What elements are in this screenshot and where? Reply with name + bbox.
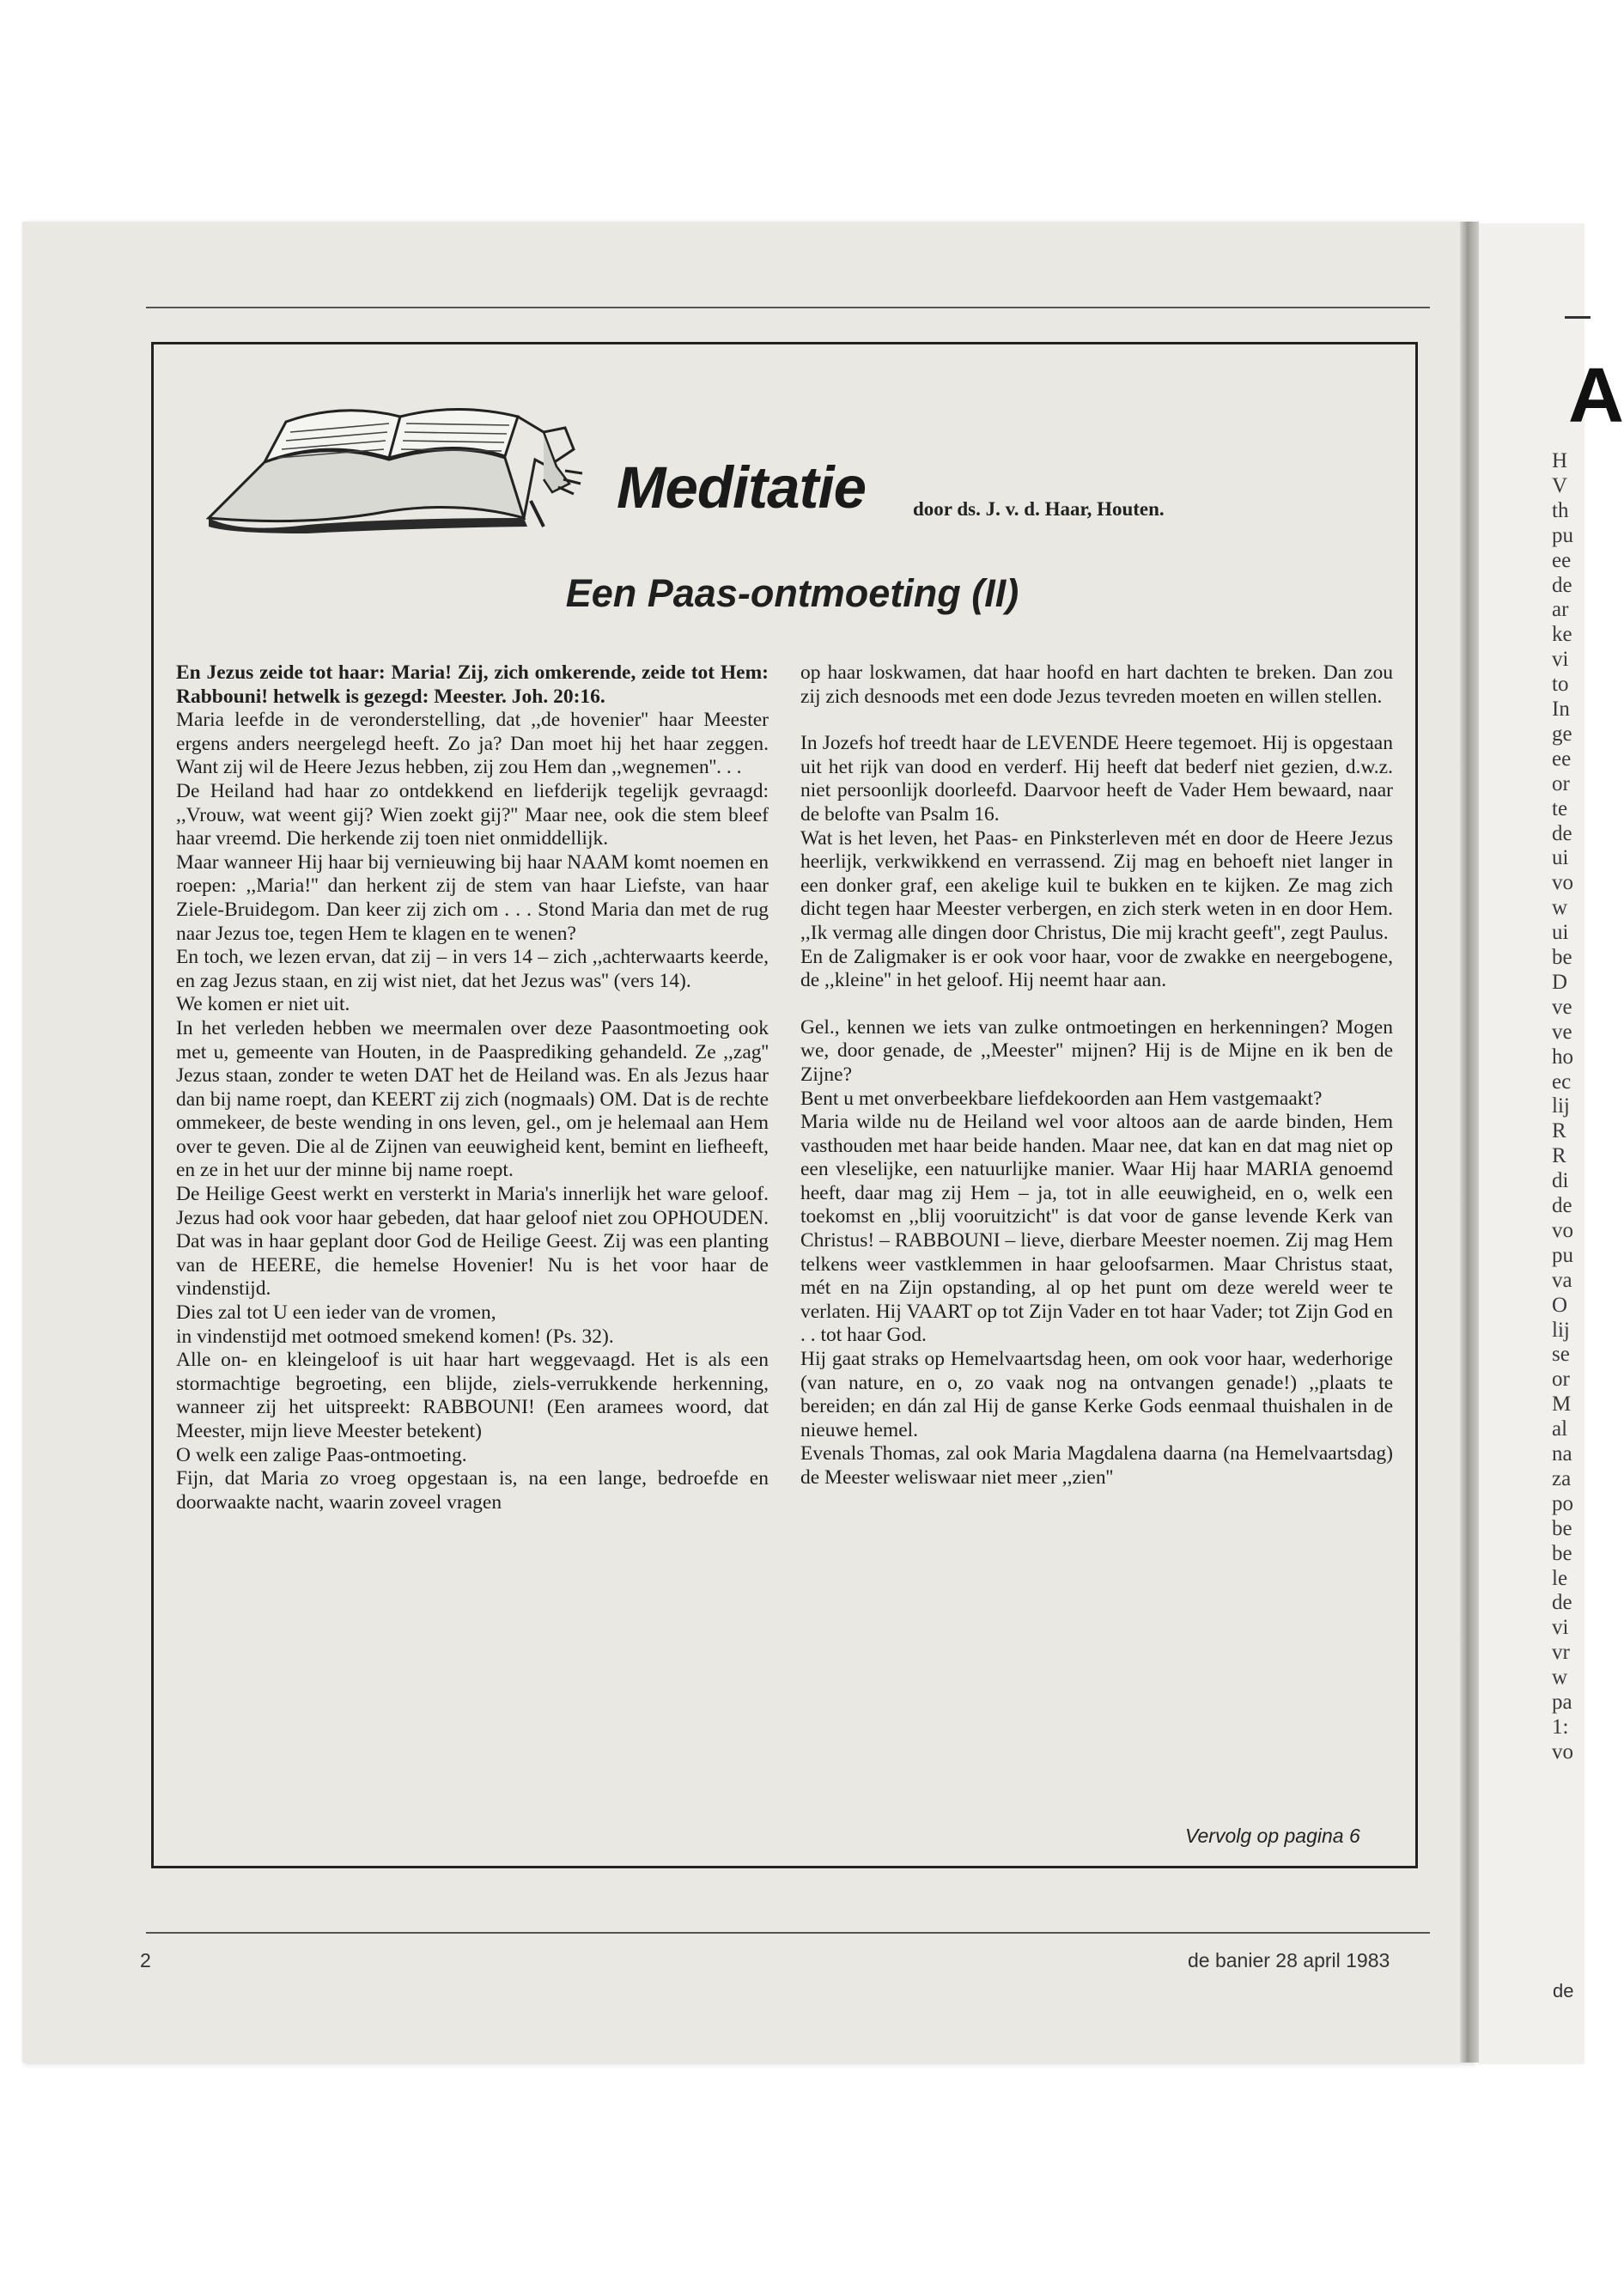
article-paragraph: En de Zaligmaker is er ook voor haar, voor de zwakke en neergebogene, de ,,kleine'' in het geloof. Hij neemt haar aan. [800,945,1393,992]
article-paragraph: In Jozefs hof treedt haar de LEVENDE Heere tegemoet. Hij is opgestaan uit het rijk van dood en verderf. Hij heeft dat bederf niet gezien, d.w.z. niet persoonlijk doorleefd. Daarvoor heeft de Vader Hem bewaard, naar de belofte van Psalm 16. [800,732,1393,826]
adjacent-page-letter: ke [1552,623,1572,647]
adjacent-page-letter: de [1552,1194,1572,1217]
publication-footer: de banier 28 april 1983 [1188,1949,1390,1971]
article-column-left [176,661,769,1514]
author-byline: door ds. J. v. d. Haar, Houten. [913,498,1165,520]
adjacent-page-letter: vi [1552,648,1569,672]
adjacent-page-letter: al [1552,1417,1568,1441]
article-paragraph: De Heiland had haar zo ontdekkend en liefderijk tegelijk gevraagd: ,,Vrouw, wat weent gij? Wien zoekt gij?'' Maar nee, ook die stem bleef haar vreemd. Die herkende zij toen niet onmiddellijk. [176,779,769,850]
article-column-right [800,661,1393,1490]
adjacent-page-letter: pu [1552,1243,1573,1267]
adjacent-page-letter: de [1552,573,1572,597]
adjacent-page-letter: or [1552,771,1570,795]
adjacent-page-letter: ui [1552,846,1569,870]
adjacent-page-letter: vo [1552,1218,1573,1242]
top-rule [146,307,1430,308]
page-title: Meditatie [617,454,867,521]
adjacent-page-letter: be [1552,1541,1572,1565]
adjacent-page-letter: di [1552,1169,1569,1193]
adjacent-page-letter: or [1552,1368,1570,1392]
article-paragraph: Fijn, dat Maria zo vroeg opgestaan is, na een lange, bedroefde en doorwaakte nacht, waarin zoveel vragen [176,1467,769,1514]
article-subtitle: Een Paas-ontmoeting (II) [565,571,1019,615]
article-paragraph: Bent u met onverbeekbare liefdekoorden aan Hem vastgemaakt? [800,1087,1323,1110]
adjacent-page-letter: va [1552,1268,1572,1292]
article-paragraph: De Heilige Geest werkt en versterkt in Maria's innerlijk het ware geloof. Jezus had ook voor haar gebeden, dat haar geloof niet zou OPHOUDEN. Dat was in haar geplant door God de Heilige Geest. Zij was een planting van de HEERE, die hemelse Hovenier! Nu is het voor haar de vindenstijd. [176,1183,769,1301]
article-paragraph: Maar wanneer Hij haar bij vernieuwing bij haar NAAM komt noemen en roepen: ,,Maria!'' dan herkent zij de stem van haar Liefste, van haar Ziele-Bruidegom. Dan keer zij zich om . . . Stond Maria dan met de rug naar Jezus toe, tegen Hem te klagen en te wenen? [176,850,769,945]
article-paragraph: Evenals Thomas, zal ook Maria Magdalena daarna (na Hemelvaartsdag) de Meester weliswaar niet meer ,,zien'' [800,1442,1393,1489]
adjacent-page-letter: R [1552,1144,1566,1168]
adjacent-page-letter: vo [1552,871,1573,895]
bottom-rule [146,1932,1430,1934]
adjacent-page-letter: ec [1552,1069,1572,1094]
adjacent-page-letter: O [1552,1293,1568,1317]
article-paragraph: En Jezus zeide tot haar: Maria! Zij, zich omkerende, zeide tot Hem: Rabbouni! hetwelk is gezegd: Meester. Joh. 20:16. [176,661,769,708]
adjacent-page-letter: w [1552,896,1568,920]
adjacent-page-letter: vo [1552,1740,1573,1764]
adjacent-page-rule [1565,316,1591,319]
article-paragraph: We komen er niet uit. [176,993,350,1016]
adjacent-page-letter: V [1552,473,1568,497]
article-paragraph: in vindenstijd met ootmoed smekend komen! (Ps. 32). [176,1325,614,1348]
adjacent-page-letter: 1: [1552,1715,1569,1739]
adjacent-page-footer-fragment: de [1553,1980,1574,2002]
adjacent-page-letter: to [1552,673,1569,697]
article-paragraph: Dies zal tot U een ieder van de vromen, [176,1301,496,1325]
article-paragraph: O welk een zalige Paas-ontmoeting. [176,1443,467,1466]
adjacent-page-letter: be [1552,1516,1572,1540]
adjacent-page-letter: ui [1552,921,1569,945]
adjacent-page-letter: na [1552,1442,1572,1465]
open-bible-illustration [204,398,587,533]
adjacent-page-letter: ee [1552,746,1572,771]
adjacent-page-letter: th [1552,498,1569,522]
adjacent-page-letter: ee [1552,548,1572,572]
page-gutter [1460,222,1479,2063]
adjacent-page-letter: ge [1552,722,1572,746]
adjacent-page-letter: ho [1552,1045,1573,1069]
paragraph-gap [800,993,1393,1016]
article-paragraph: In het verleden hebben we meermalen over deze Paasontmoeting ook met u, gemeente van Houten, in de Paasprediking gehandeld. Ze ,,zag'' Jezus staan, zonder te weten DAT het de Heiland was. En als Jezus haar dan bij name roept, dan KEERT zij zich (nogmaals) OM. Dat is de rechte ommekeer, de beste wending in ons leven, gel., om je helemaal aan Hem over te geven. Die al de Zijnen van eeuwigheid kent, bemint en liefheeft, en ze in het uur der minne bij name roept. [176,1016,769,1182]
adjacent-page-letter: le [1552,1566,1568,1590]
article-paragraph: op haar loskwamen, dat haar hoofd en hart dachten te breken. Dan zou zij zich desnoods met een dode Jezus tevreden moeten en willen stellen. [800,661,1393,708]
adjacent-page-letter: w [1552,1666,1568,1690]
article-paragraph: Gel., kennen we iets van zulke ontmoetingen en herkenningen? Mogen we, door genade, de ,,Meester'' mijnen? Hij is de Mijne en ik ben de Zijne? [800,1015,1393,1086]
continued-note: Vervolg op pagina 6 [1185,1825,1360,1847]
adjacent-page-letter: lij [1552,1094,1570,1118]
adjacent-page-letter: vi [1552,1616,1569,1640]
adjacent-page-letter: se [1552,1343,1570,1367]
adjacent-page-letter: vr [1552,1641,1570,1665]
article-paragraph: Wat is het leven, het Paas- en Pinksterleven mét en door de Heere Jezus heerlijk, verkwikkend en verrassend. Zij mag en behoeft niet langer in een donker graf, een akelige kuil te bukken en te kijken. Ze mag zich dicht tegen haar Meester verbergen, en zich sterk weten in en door Hem. ,,Ik vermag alle dingen door Christus, Die mij kracht geeft'', zegt Paulus. [800,826,1393,944]
adjacent-page-letter: ar [1552,598,1569,622]
article-paragraph: Maria leefde in de veronderstelling, dat ,,de hovenier'' haar Meester ergens anders neergelegd heeft. Zo ja? Dan moet hij het haar zeggen. Want zij wil de Heere Jezus hebben, zij zou Hem dan ,,wegnemen''. . . [176,709,769,779]
adjacent-page-letter: In [1552,698,1570,721]
adjacent-page-heading-letter: A [1568,353,1624,439]
article-paragraph: En toch, we lezen ervan, dat zij – in vers 14 – zich ,,achterwaarts keerde, en zag Jezus staan, en zij wist niet, dat het Jezus was'' (vers 14). [176,946,769,992]
article-paragraph: Alle on- en kleingeloof is uit haar hart weggevaagd. Het is als een stormachtige begroeting, een blijde, ziels-verrukkende herkenning, wanneer zij het uitspreekt: RABBOUNI! (Een aramees woord, dat Meester, mijn lieve Meester betekent) [176,1349,769,1442]
adjacent-page-letter: ve [1552,995,1572,1019]
adjacent-page [1479,223,1624,2064]
page-number: 2 [140,1949,151,1971]
article-paragraph: Maria wilde nu de Heiland wel voor altoos aan de aarde binden, Hem vasthouden met haar beide handen. Maar nee, dat kan en dat mag niet op een vleselijke, een natuurlijke manier. Waar Hij haar MARIA genoemd heeft, daar mag zij Hem – ja, tot in alle eeuwigheid, en o, welk een toekomst en ,,blij vooruitzicht'' is dat voor de ganse levende Kerk van Christus! – RABBOUNI – lieve, dierbare Meester noemen. Zij mag Hem telkens weer vastklemmen in haar geloofsarmen. Maar Christus staat, mét en na Zijn opstanding, al op het punt om deze wereld weer te verlaten. Hij VAART op tot Zijn Vader en tot haar Vader; tot Zijn God en . . tot haar God. [800,1111,1393,1347]
adjacent-page-letter: be [1552,946,1572,969]
adjacent-page-letter: lij [1552,1318,1570,1342]
adjacent-page-letter: za [1552,1466,1572,1490]
article-paragraph: Hij gaat straks op Hemelvaartsdag heen, om ook voor haar, wederhorige (van nature, en o, zo vaak nog na ontvangen genade!) ,,plaats te bereiden; en dán zal Hij de ganse Kerke Gods eenmaal thuishalen in de nieuwe hemel. [800,1348,1393,1441]
adjacent-page-letter: de [1552,1591,1572,1615]
adjacent-page-letter: D [1552,970,1568,994]
adjacent-page-letter: pa [1552,1691,1572,1714]
adjacent-page-letter: H [1552,449,1568,472]
adjacent-page-letter: M [1552,1392,1572,1417]
adjacent-page-letter: te [1552,796,1568,820]
adjacent-page-letter: ve [1552,1020,1572,1044]
adjacent-page-letter: po [1552,1491,1573,1515]
adjacent-page-letter: de [1552,821,1572,845]
adjacent-page-letter: R [1552,1119,1566,1143]
adjacent-page-letter: pu [1552,523,1573,547]
paragraph-gap [800,709,1393,732]
